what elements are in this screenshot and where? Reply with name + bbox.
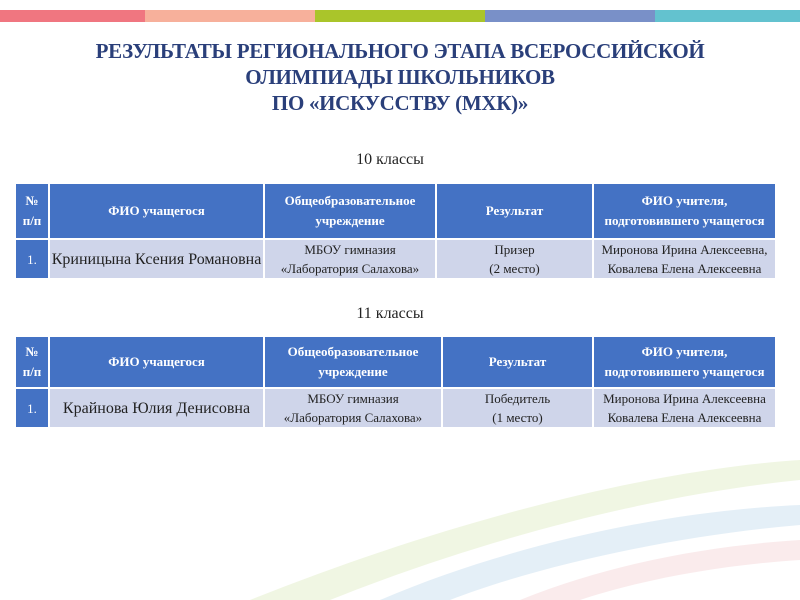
row-teacher: Миронова Ирина Алексеевна, Ковалева Елена Алексеевна [594,240,775,278]
header-teacher: ФИО учителя, подготовившего учащегося [594,337,775,387]
table-row [16,389,775,427]
row-result: Призер (2 место) [437,240,592,278]
decor-strip-5 [655,10,800,22]
row-result: Победитель (1 место) [443,389,592,427]
decor-swoosh [0,400,800,600]
section-label-10: 10 классы [356,151,424,168]
header-result: Результат [443,337,592,387]
header-name: ФИО учащегося [50,184,263,238]
title-line: ПО «ИСКУССТВУ (МХК)» [271,91,529,115]
table-row [16,240,775,278]
decor-strip-3 [315,10,485,22]
decor-strip-2 [145,10,315,22]
header-result: Результат [437,184,592,238]
row-name: Криницына Ксения Романовна [50,240,263,278]
header-num: № п/п [16,184,48,238]
row-school: МБОУ гимназия «Лаборатория Салахова» [265,240,435,278]
header-teacher: ФИО учителя, подготовившего учащегося [594,184,775,238]
decor-strip-1 [0,10,145,22]
page-title [0,38,800,116]
results-table-10 [14,182,777,280]
row-teacher: Миронова Ирина Алексеевна Ковалева Елена Алексеевна [594,389,775,427]
results-table-11 [14,335,777,429]
header-school: Общеобразовательное учреждение [265,337,441,387]
row-num: 1. [16,240,48,278]
table-header [16,337,775,387]
row-num: 1. [16,389,48,427]
table-header [16,184,775,238]
header-num: № п/п [16,337,48,387]
title-line: РЕЗУЛЬТАТЫ РЕГИОНАЛЬНОГО ЭТАПА ВСЕРОССИЙСКОЙ [95,39,705,63]
title-line: ОЛИМПИАДЫ ШКОЛЬНИКОВ [245,65,555,89]
row-name: Крайнова Юлия Денисовна [50,389,263,427]
row-school: МБОУ гимназия «Лаборатория Салахова» [265,389,441,427]
header-name: ФИО учащегося [50,337,263,387]
decor-strip-4 [485,10,655,22]
header-school: Общеобразовательное учреждение [265,184,435,238]
section-label-11: 11 классы [356,305,424,322]
